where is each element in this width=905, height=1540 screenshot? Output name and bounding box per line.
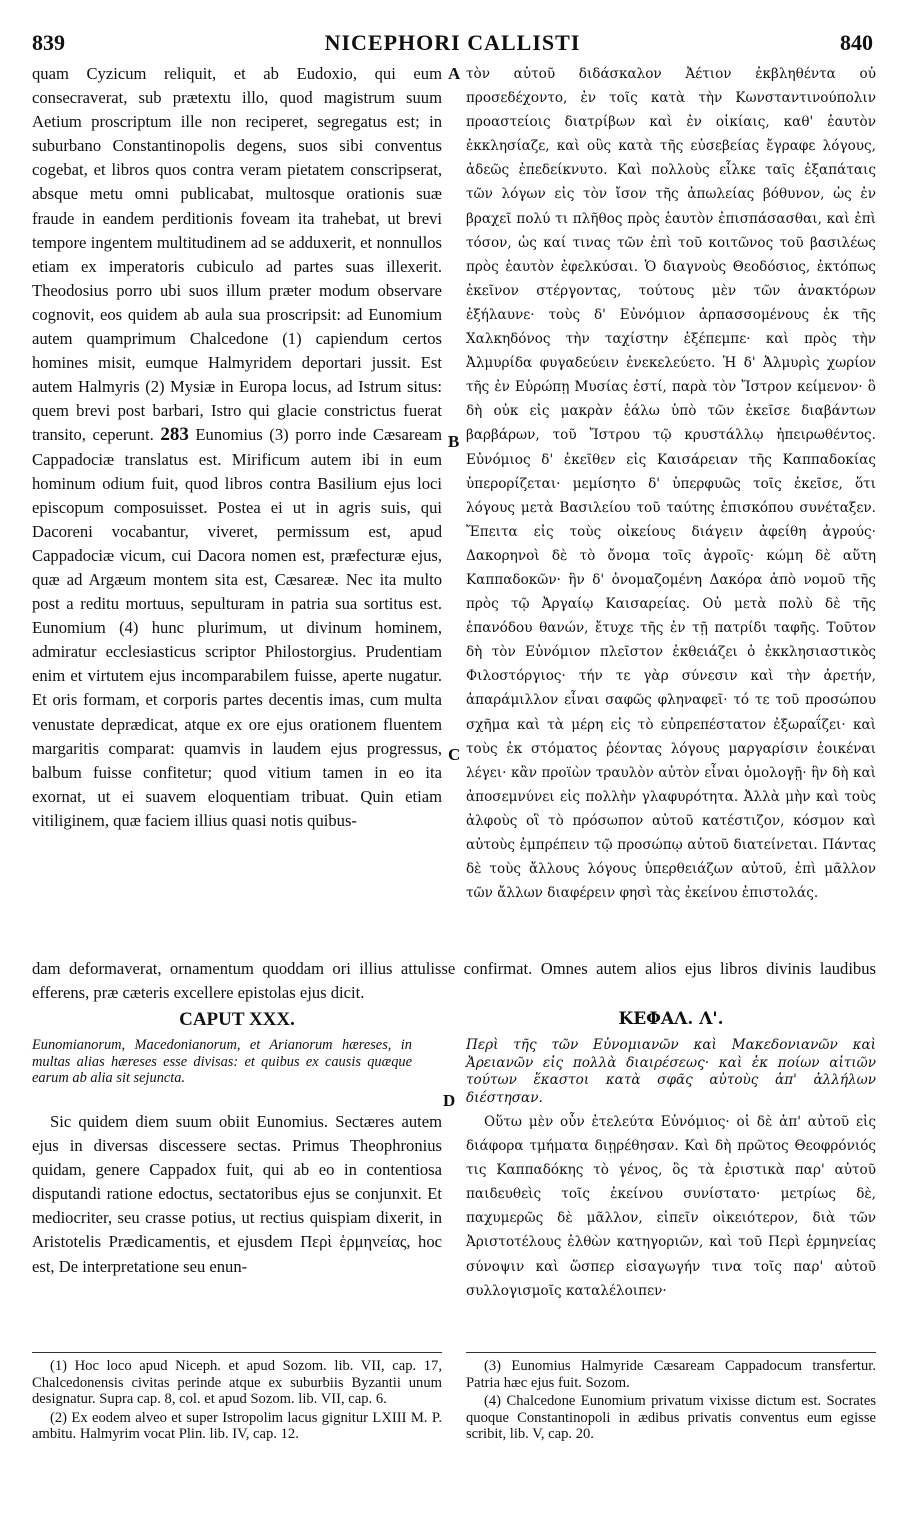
greek-column-top <box>466 62 876 905</box>
latin-column-top <box>32 62 442 833</box>
latin-column-bottom <box>32 1110 442 1279</box>
latin-text-part2: Eunomius (3) porro inde Cæsaream Cappadociæ translatus est. Mirificum autem ibi in eum hominum odium fuit, quod libros contra Basilium ejus loci episcopum composuisset. Postea ei ut in agris suis, qui Dacoreni vocabantur, viveret, permissum est, apud Cappadociæ vicum, cui Dacora nomen est, præfecturæ ejus, quæ ad Argæum montem sita est, Cæsareæ. Nec ita multo post a reditu mortuus, sepulturam in patria sua sortitus est. Eunomium (4) hunc plurimum, ut divinum hominem, admiratur ecclesiasticus scriptor Philostorgius. Prudentiam enim et virtutem ejus incomparabilem fuisse, aperte nugatur. Et oris formam, et corporis partes decentis imas, cum multa venustate deprædicat, atque ex ore ejus orationem fluentem margaritis comparat: quamvis in laudem ejus progressus, balbum fuisse confitetur; quod vitium tamen in eo ita exornat, ut ei suavem eloquentiam tribuat. Quin etiam vitiliginem, quæ faciem illius quasi notis quibus- <box>32 425 442 830</box>
chapter-summary-greek: Περὶ τῆς τῶν Εὐνομιανῶν καὶ Μακεδονιανῶν καὶ Ἀρειανῶν εἰς πολλὰ διαιρέσεως· καὶ ἐκ ποίων αἰτιῶν τούτων ἕκαστοι κατὰ σφᾶς αὐτοὺς ἀπ' ἀλλήλων διέστησαν. <box>466 1037 876 1106</box>
latin-chapter-body: Sic quidem diem suum obiit Eunomius. Sectæres autem ejus in diversas discessere sectas. Primus Theophronius quidam, genere Cappadox fuit, qui ab eo in contentiosa disputandi ratione edoctus, sectatoribus ejus se conjunxit. Et mediocriter, seu crasse potius, ut rectius quispiam dixerit, in Aristotelis Prædicamentis, et ejusdem Περὶ ἑρμηνείας, hoc est, De interpretatione seu enun- <box>32 1112 442 1276</box>
page-title: NICEPHORI CALLISTI <box>324 30 581 55</box>
greek-text: τὸν αὐτοῦ διδάσκαλον Ἀέτιον ἐκβληθέντα οὐ προσεδέχοντο, ἐν τοῖς κατὰ τὴν Κωνσταντινούπολιν προαστείοις διατρίβων καὶ ἐν οἰκίαις, καθ' ἑαυτὸν ἐκκλησίαζε, καὶ οὓς κατὰ τῆς εὐσεβείας ἔγραφε λόγους, ἀδεῶς ἐπεδείκνυτο. Καὶ πολλοὺς εἷλκε ταῖς ἐξαπάταις τῶν λόγων εἰς τὸν ἴσον τῆς ἀπωλείας βόθυνον, ὡς ἐν βραχεῖ πολύ τι πλῆθος πρὸς ἑαυτὸν ἐπισπάσασθαι, καὶ ἐπὶ τόσον, ὡς καί τινας τῶν ἐπὶ τοῦ κοιτῶνος τοῦ βασιλέως πρὸς ἑαυτὸν ἐφελκύσαι. Ὁ διαγνοὺς Θεοδόσιος, ἐκτόπως ἐκεῖνον στέργοντας, τούτους μὲν τῶν ἀνακτόρων ἐξήλαυνε· τοὺς δ' Εὐνόμιον ἁρπασσομένους ἐκ τῆς Χαλκηδόνος τὴν ταχίστην ἐξέπεμπε· καὶ πρὸς τὴν Ἀλμυρίδα φυγαδεύειν ἐνεκελεύετο. Ἡ δ' Ἀλμυρὶς χωρίον τῆς ἐν Εὐρώπῃ Μυσίας ἐστί, παρὰ τὸν Ἴστρον κείμενον· ὃ δὴ οὐκ εἰς μακρὰν ἑάλω ὑπὸ τῶν ἐκεῖσε διαβάντων βαρβάρων, τοῦ Ἴστρου τῷ κρυστάλλῳ ἠπειρωθέντος. Εὐνόμιος δ' ἐκεῖθεν εἰς Καισάρειαν τῆς Καππαδοκίας ὑπερορίζεται· μεμίσητο δ' ὑπερφυῶς τοῖς ἐκεῖσε, ὅτι λόγους μετὰ Βασιλείου τοῦ ταύτης ἐπισκόπου συνέταξεν. Ἔπειτα εἰς τοὺς οἰκείους διάγειν ἀφείθη ἀγρούς· Δακορηνοὶ δὲ τὸ ὄνομα τοῖς ἀγροῖς· κώμη δὲ αὕτη Καππαδοκῶν· ἣν δ' ὀνομαζομένη Δακόρα ἀπὸ νομοῦ τῆς πρὸς τῷ Ἀργαίῳ Καισαρείας. Οὐ μετὰ πολὺ δὲ τῆς ἐπανόδου θανών, ἔτυχε τῆς ἐν τῇ πατρίδι ταφῆς. Τοῦτον δὴ τὸν Εὐνόμιον πλεῖστον ἐκθειάζει ὁ ἐκκλησιαστικὸς Φιλοστόργιος· τήν τε γὰρ σύνεσιν καὶ τὴν ἀρετήν, ἀπαράμιλλον εἶναι σαφῶς φληναφεῖ· τό τε τοῦ προσώπου σχῆμα καὶ τὰ μέρη εἰς τὸ εὐπρεπέστατον ἐξωραΐζει· καὶ τοὺς ἐκ στόματος ῥέοντας λόγους μαργαρίσιν ἐοικέναι λέγει· κἂν προϊὼν τραυλὸν αὐτὸν εἶναι ὁμολογῇ· ἣν δὴ καὶ ἀποσεμνύνει εἰς πολλὴν γλαφυρότητα. Ἀλλὰ μὴν καὶ τοὺς ἀλφοὺς οἳ τὸ πρόσωπον αὐτοῦ κατέστιζον, κόσμον καὶ αὐτοὺς ἐμπρέπειν τῷ προσώπῳ αὐτοῦ διατείνεται. Πάντας δὲ τοὺς ἄλλους λόγους ὑπερθειάζων αὐτοῦ, ἐπὶ μᾶλλον τῶν ἄλλων διαφέρειν φησὶ τὰς ἐκείνου ἐπιστολάς. <box>466 66 876 902</box>
margin-marker-c: C <box>448 745 461 764</box>
greek-chapter-body: Οὕτω μὲν οὖν ἐτελεύτα Εὐνόμιος· οἱ δὲ ἀπ' αὐτοῦ εἰς διάφορα τμήματα διῃρέθησαν. Καὶ δὴ πρῶτος Θεοφρόνιός τις Καππαδόκης τὸ γένος, ὃς τὰ ἐριστικὰ παρ' αὐτοῦ παιδευθεὶς τοῖς ἐκείνου συνίστατο· μετρίως δὲ, παχυμερῶς δὲ μᾶλλον, εἰπεῖν οἰκειότερον, διὰ τῶν Ἀριστοτέλους ἐλθὼν κατηγοριῶν, καὶ τοῦ Περὶ ἑρμηνείας σύνοψιν καὶ ὥσπερ εἰσαγωγήν τινα τοῖς παρ' αὐτοῦ συλλογισμοῖς καταλέλοιπεν· <box>466 1114 876 1299</box>
section-number: 283 <box>160 424 189 446</box>
footnote: (1) Hoc loco apud Niceph. et apud Sozom. lib. VII, cap. 17, Chalcedonensis civitas perinde atque ex suburbiis Byzantii unum designatur. Supra cap. 8, col. et apud Sozom. lib. VII, cap. 6. <box>32 1358 442 1408</box>
greek-column-bottom <box>466 1110 876 1303</box>
margin-marker-d: D <box>443 1091 456 1110</box>
footnote: (3) Eunomius Halmyride Cæsaream Cappadocum transfertur. Patria hæc ejus fuit. Sozom. <box>466 1358 876 1391</box>
chapter-summary-latin: Eunomianorum, Macedonianorum, et Arianorum hæreses, in multas alias hæreses esse divisas: et quibus ex causis quæque earum ab alia sit sejuncta. <box>32 1037 412 1086</box>
latin-text-part1: quam Cyzicum reliquit, et ab Eudoxio, qui eum consecraverat, sub prætextu illo, quod magistrum suum Aetium proscriptum ille non reciperet, segregatus est; in suburbano Constantinopolis degens, suos sibi conventus cogebat, et libros quos contra veram pietatem conscripserat, absque metu omni publicabat, multosque orationis suæ fraude in eandem perditionis foveam ita trahebat, ut brevi tempore ingentem multitudinem ad se adduxerit, et nonnullos etiam ex imperatoris cubiculo ad partes suas illexerit. Theodosius porro ubi suos illum præter modum observare cognovit, eos quidem ab aula sua proscripsit: ad Eunomium autem quamprimum Chalcedone (1) capiendum certos homines misit, eumque Halmyridem deportari jussit. Est autem Halmyris (2) Mysiæ in Europa locus, ad Istrum situs: quem brevi post barbari, Istro qui glacie constrictus fuerat transito, ceperunt. <box>32 64 442 445</box>
full-width-text: dam deformaverat, ornamentum quoddam ori illius attulisse confirmat. Omnes autem alios ejus libros divinis laudibus efferens, præ cæteris excellere epistolas ejus dicit. <box>32 959 876 1002</box>
footnote-rule-latin <box>32 1352 442 1353</box>
margin-marker-a: A <box>448 64 461 83</box>
footnotes-greek <box>466 1358 876 1445</box>
latin-text <box>32 62 442 833</box>
right-page-number: 840 <box>840 30 873 55</box>
left-page-number: 839 <box>32 30 65 55</box>
footnote: (2) Ex eodem alveo et super Istropolim lacus gignitur LXIII M. P. ambitu. Halmyrim vocat Plin. lib. IV, cap. 12. <box>32 1409 442 1443</box>
footnote: (4) Chalcedone Eunomium privatum vixisse dictum est. Socrates quoque Constantinopoli in ædibus privatis conventus eum egisse scribit, lib. V, cap. 20. <box>466 1393 876 1443</box>
footnotes-latin <box>32 1358 442 1445</box>
margin-marker-b: B <box>448 432 460 451</box>
footnote-rule-greek <box>466 1352 876 1353</box>
chapter-title-latin: CAPUT XXX. <box>179 1009 295 1030</box>
chapter-title-greek: ΚΕΦΑΛ. Λ'. <box>618 1009 724 1029</box>
running-header <box>32 30 873 60</box>
